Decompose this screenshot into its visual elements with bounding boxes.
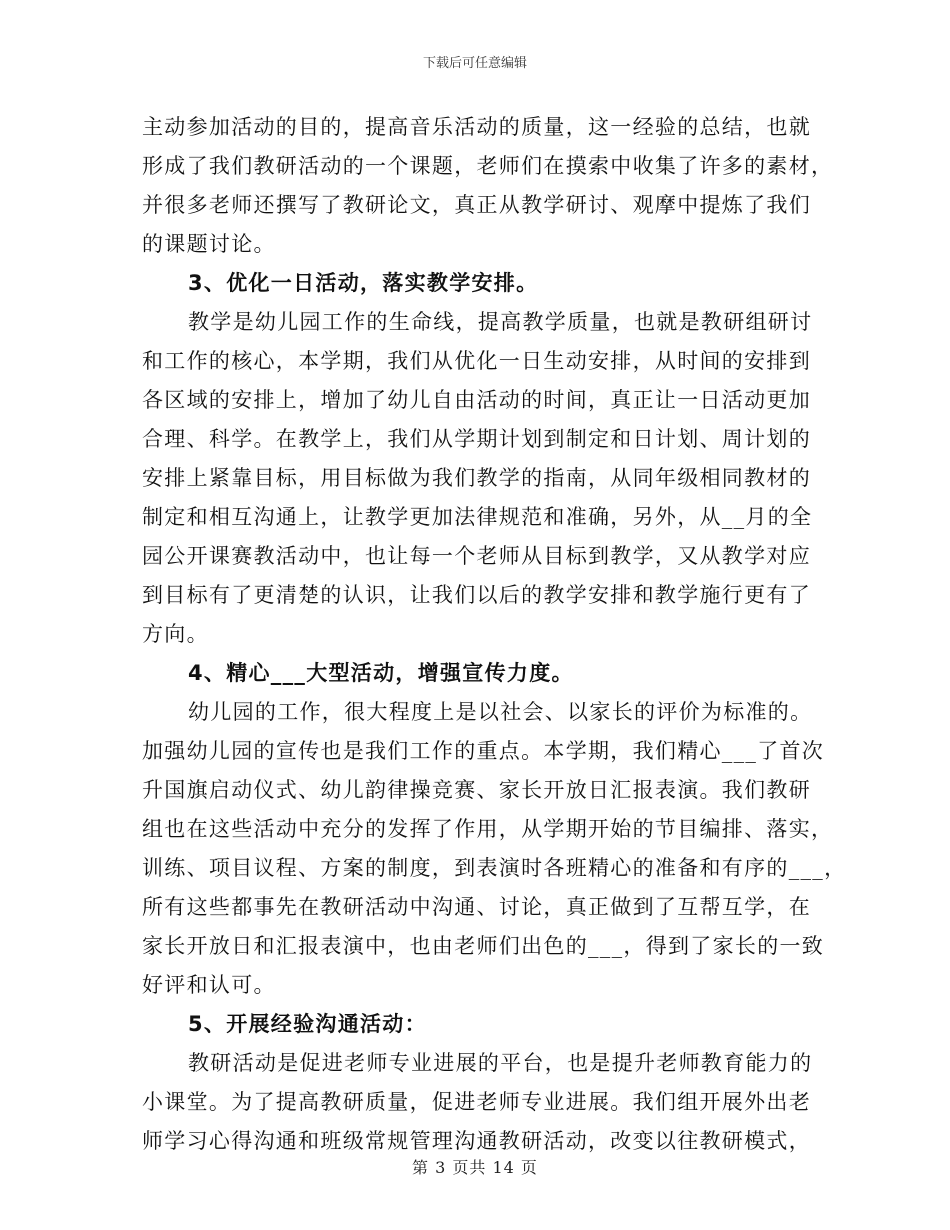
paragraph-line: 升国旗启动仪式、幼儿韵律操竞赛、家长开放日汇报表演。我们教研 — [142, 778, 811, 802]
paragraph-line: 家长开放日和汇报表演中，也由老师们出色的___，得到了家长的一致 — [142, 934, 825, 958]
section-heading: 4、精心___大型活动，增强宣传力度。 — [188, 661, 574, 685]
paragraph-line: 形成了我们教研活动的一个课题，老师们在摸索中收集了许多的素材， — [142, 154, 834, 178]
paragraph-line: 合理、科学。在教学上，我们从学期计划到制定和日计划、周计划的 — [142, 427, 811, 451]
paragraph-line: 组也在这些活动中充分的发挥了作用，从学期开始的节目编排、落实， — [142, 817, 834, 841]
page-footer: 第 3 页共 14 页 — [412, 1158, 538, 1177]
paragraph-line: 师学习心得沟通和班级常规管理沟通教研活动，改变以往教研模式， — [142, 1129, 811, 1153]
paragraph-line: 安排上紧靠目标，用目标做为我们教学的指南，从同年级相同教材的 — [142, 466, 811, 490]
paragraph-line: 并很多老师还撰写了教研论文，真正从教学研讨、观摩中提炼了我们 — [142, 193, 811, 217]
paragraph-line: 训练、项目议程、方案的制度，到表演时各班精心的准备和有序的___， — [142, 856, 847, 880]
paragraph-line: 加强幼儿园的宣传也是我们工作的重点。本学期，我们精心___了首次 — [142, 739, 825, 763]
paragraph-line: 园公开课赛教活动中，也让每一个老师从目标到教学，又从教学对应 — [142, 544, 811, 568]
paragraph-line: 主动参加活动的目的，提高音乐活动的质量，这一经验的总结，也就 — [142, 115, 811, 139]
paragraph-line: 方向。 — [142, 622, 209, 646]
section-heading: 3、优化一日活动，落实教学安排。 — [188, 271, 539, 295]
section-heading: 5、开展经验沟通活动： — [188, 1012, 427, 1036]
paragraph-line: 好评和认可。 — [142, 973, 276, 997]
document-body — [142, 108, 847, 1161]
paragraph-line: 到目标有了更清楚的认识，让我们以后的教学安排和教学施行更有了 — [142, 583, 811, 607]
paragraph-line: 各区域的安排上，增加了幼儿自由活动的时间，真正让一日活动更加 — [142, 388, 811, 412]
page-header: 下载后可任意编辑 — [422, 56, 527, 71]
paragraph-line: 教研活动是促进老师专业进展的平台，也是提升老师教育能力的 — [188, 1051, 813, 1075]
paragraph-line: 幼儿园的工作，很大程度上是以社会、以家长的评价为标准的。 — [188, 700, 813, 724]
paragraph-line: 制定和相互沟通上，让教学更加法律规范和准确，另外，从__月的全 — [142, 505, 813, 529]
paragraph-line: 的课题讨论。 — [142, 232, 276, 256]
paragraph-line: 教学是幼儿园工作的生命线，提高教学质量，也就是教研组研讨 — [188, 310, 813, 334]
paragraph-line: 和工作的核心，本学期，我们从优化一日生动安排，从时间的安排到 — [142, 349, 811, 373]
paragraph-line: 小课堂。为了提高教研质量，促进老师专业进展。我们组开展外出老 — [142, 1090, 811, 1114]
paragraph-line: 所有这些都事先在教研活动中沟通、讨论，真正做到了互帮互学，在 — [142, 895, 811, 919]
